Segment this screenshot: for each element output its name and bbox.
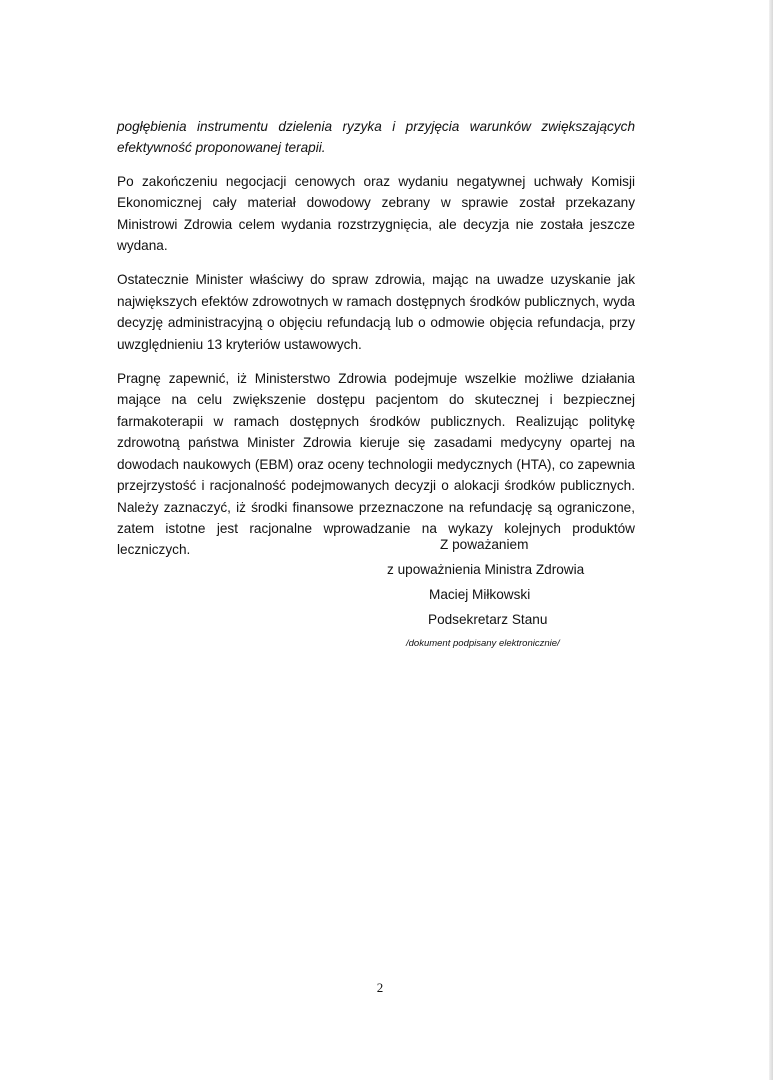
paragraph-1: pogłębienia instrumentu dzielenia ryzyka i przyjęcia warunków zwiększających efektywność proponowanej terapii. [117, 119, 635, 156]
scan-edge [769, 0, 773, 1080]
signature-title: Podsekretarz Stanu [428, 612, 548, 627]
signature-name: Maciej Miłkowski [429, 587, 531, 602]
paragraph-4: Pragnę zapewnić, iż Ministerstwo Zdrowia podejmuje wszelkie możliwe działania mające na celu zwiększenie dostępu pacjentom do skutecznej i bezpiecznej farmakoterapii w ramach dostępnych środków publicznych. Realizując politykę zdrowotną państwa Minister Zdrowia kieruje się zasadami medycyny opartej na dowodach naukowych (EBM) oraz oceny technologii medycznych (HTA), co zapewnia przejrzystość i racjonalność podejmowanych decyzji o alokacji środków publicznych. Należy zaznaczyć, iż środki finansowe przeznaczone na refundację są ograniczone, zatem istotne jest racjonalne wprowadzanie na wykazy kolejnych produktów leczniczych. [117, 371, 635, 558]
paragraph-2: Po zakończeniu negocjacji cenowych oraz wydaniu negatywnej uchwały Komisji Ekonomicznej cały materiał dowodowy zebrany w sprawie został przekazany Ministrowi Zdrowia celem wydania rozstrzygnięcia, ale decyzja nie została jeszcze wydana. [117, 173, 635, 254]
signature-note: /dokument podpisany elektronicznie/ [406, 638, 560, 649]
page-number: 2 [376, 980, 384, 995]
paragraph-3: Ostatecznie Minister właściwy do spraw zdrowia, mając na uwadze uzyskanie jak największych efektów zdrowotnych w ramach dostępnych środków publicznych, wyda decyzję administracyjną o objęciu refundacją lub o odmowie objęcia refundacja, przy uwzględnieniu 13 kryteriów ustawowych. [117, 272, 635, 352]
signature-greeting: Z poważaniem [440, 537, 529, 552]
signature-authority: z upoważnienia Ministra Zdrowia [387, 562, 585, 577]
document-page [117, 116, 635, 649]
